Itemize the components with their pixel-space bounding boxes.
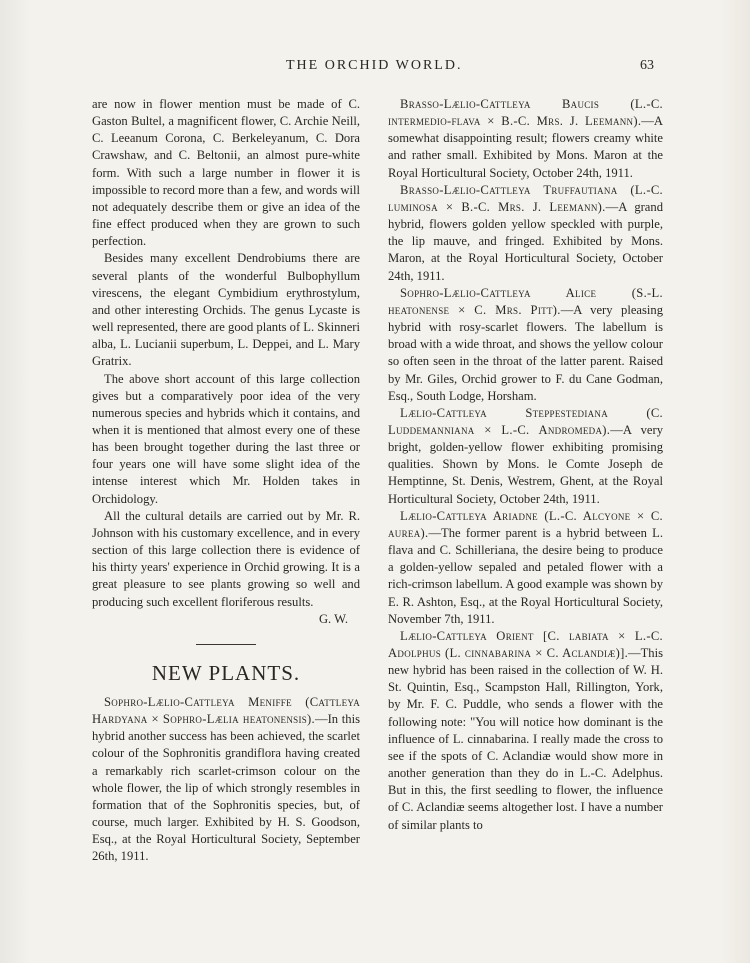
paragraph-dendrobiums: Besides many excellent Dendrobiums there are several plants of the wonderful Bulbophyllum virescens, the elegant Cymbidium erythrostylum, and other interesting Orchids. The genus Lycaste is well represented, there are good plants of L. Skinneri alba, L. Lucianii superbum, L. Deppei, and L. Mary Gratrix.: [92, 251, 360, 369]
entry-description: —A somewhat disappointing result; flowers creamy white and rather small. Exhibited by Mons. Maron at the Royal Horticultural Society, October 24th, 1911.: [388, 114, 663, 180]
entry-name: Lælio-Cattleya Ariadne (L.-C. Alcyone × C. aurea).: [388, 508, 663, 540]
section-heading-new-plants: NEW PLANTS.: [151, 660, 301, 685]
entry-name: Brasso-Lælio-Cattleya Truffautiana (L.-C. luminosa × B.-C. Mrs. J. Leemann).: [388, 182, 663, 214]
entry-description: —The former parent is a hybrid between L. flava and C. Schilleriana, the desire being to produce a golden-yellow sepaled and petaled flower with a rich-crimson labellum. A good example was shown by E. R. Ashton, Esq., at the Royal Horticultural Society, November 7th, 1911.: [388, 525, 663, 626]
paragraph-cypripedium-list: are now in flower mention must be made of C. Gaston Bultel, a magnificent flower, C. Archie Neill, C. Leeanum Corona, C. Berkeleyanum, C. Dora Crawshaw, and C. Beltonii, an almost pure-white form. With such a large number in flower it is impossible to record more than a few, and words will not adequately describe them or give an idea of the fine effect produced when they are grown to such perfection.: [92, 97, 360, 249]
entry-name: Lælio-Cattleya Steppestediana (C. Luddemanniana × L.-C. Andromeda).: [388, 405, 663, 437]
entry-description: —In this hybrid another success has been achieved, the scarlet colour of the Sophronitis grandiflora having created a remarkably rich scarlet-crimson colour on the whole flower, the lip of which strongly resembles in formation that of the Sophronitis species, but, of course, much larger. Exhibited by H. S. Goodson, Esq., at the Royal Horticultural Society, September 26th, 1911.: [92, 712, 360, 864]
entry-name: Sophro-Lælio-Cattleya Alice (S.-L. heatonense × C. Mrs. Pitt).: [388, 285, 663, 317]
entry-description: —This new hybrid has been raised in the collection of W. H. St. Quintin, Esq., Scampston Hall, Rillington, York, by Mr. F. C. Puddle, who sends a flower with the following note: "You will notice how dominant is the influence of L. cinnabarina. I really made the cross to see if the spots of C. Aclandiæ would show more in another generation than they do in L.-C. Adelphus. But in this, the first seedling to flower, the influence of C. Aclandiæ seems altogether lost. I have a number of similar plants to: [388, 646, 663, 832]
running-title: THE ORCHID WORLD.: [286, 58, 463, 73]
entry-name: Brasso-Lælio-Cattleya Baucis (L.-C. intermedio-flava × B.-C. Mrs. J. Leemann).: [388, 97, 663, 129]
entry-name: Sophro-Lælio-Cattleya Meniffe (Cattleya Hardyana × Sophro-Lælia heatonensis).: [92, 695, 360, 727]
entry-laelio-cattleya-ariadne: [388, 508, 663, 628]
right-column: [388, 96, 663, 834]
section-divider: [196, 644, 256, 645]
paragraph-collection-summary: The above short account of this large collection gives but a comparatively poor idea of the very numerous species and hybrids which it contains, and when it is mentioned that almost every one of these has been brought together during the last three or four years one will have some slight idea of the intense interest which Mr. Holden takes in Orchidology.: [92, 371, 360, 506]
entry-sophro-laelio-cattleya-alice: [388, 285, 663, 405]
entry-sophro-laelio-cattleya-meniffe: [92, 694, 360, 866]
entry-description: —A very pleasing hybrid with rosy-scarlet flowers. The labellum is broad with a wide throat, and shows the yellow colour so often seen in the throat of the latter parent. Raised by Mr. Giles, Orchid grower to F. du Cane Godman, Esq., South Lodge, Horsham.: [388, 302, 664, 403]
paragraph-cultural-details: All the cultural details are carried out by Mr. R. Johnson with his customary excellence, and in every section of this large collection there is evidence of his thirty years' experience in Orchid growing. It is a great pleasure to see plants growing so well and producing such excellent floriferous results.: [92, 508, 360, 609]
author-signature: G. W.: [318, 611, 348, 626]
entry-description: —A very bright, golden-yellow flower exhibiting promising qualities. Shown by Mons. le Comte Joseph de Hemptinne, St. Denis, Westrem, Ghent, at the Royal Horticultural Society, October 24th, 1911.: [388, 422, 663, 506]
entry-brasso-laelio-cattleya-truffautiana: [388, 182, 663, 285]
running-head: [0, 58, 750, 78]
entry-brasso-laelio-cattleya-baucis: [388, 96, 663, 182]
entry-name: Lælio-Cattleya Orient [C. labiata × L.-C. Adolphus (L. cinnabarina × C. Aclandiæ)].: [388, 628, 663, 660]
left-column: [92, 96, 360, 866]
entry-description: —A grand hybrid, flowers golden yellow speckled with purple, the lip mauve, and fringed. Exhibited by Mons. Maron, at the Royal Horticultural Society, October 24th, 1911.: [388, 199, 663, 283]
entry-laelio-cattleya-orient: [388, 628, 663, 834]
page-number: 63: [640, 58, 654, 73]
entry-laelio-cattleya-steppestediana: [388, 405, 663, 508]
